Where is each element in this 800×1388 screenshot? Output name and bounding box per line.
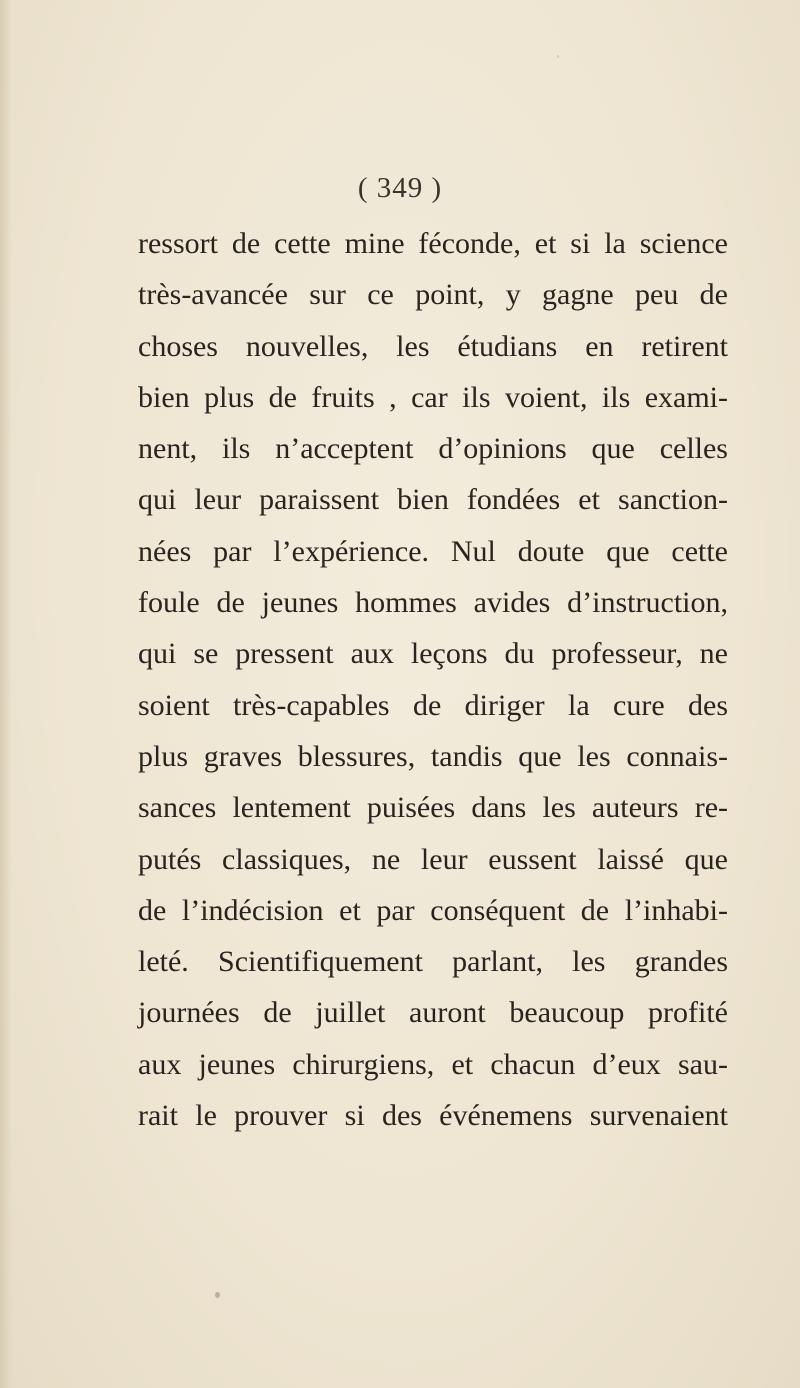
text-line: foule de jeunes hommes avides d’instruction,: [138, 586, 728, 620]
text-line: plus graves blessures, tandis que les connais-: [138, 739, 728, 773]
paper-speck: [557, 55, 559, 58]
text-line: leté. Scientifiquement parlant, les grandes: [138, 945, 728, 979]
text-line: choses nouvelles, les étudians en retirent: [138, 329, 728, 363]
text-line: bien plus de fruits , car ils voient, ils exami-: [138, 380, 728, 414]
page-number: ( 349 ): [357, 172, 443, 204]
text-line: journées de juillet auront beaucoup profité: [138, 996, 728, 1030]
text-line: rait le prouver si des événemens survenaient: [138, 1099, 728, 1133]
text-line: putés classiques, ne leur eussent laissé que: [138, 842, 728, 876]
text-line: sances lentement puisées dans les auteurs re-: [138, 791, 728, 825]
text-line: nent, ils n’acceptent d’opinions que celles: [138, 432, 728, 466]
text-line: nées par l’expérience. Nul doute que cette: [138, 534, 728, 568]
text-line: ressort de cette mine féconde, et si la science: [138, 227, 728, 260]
text-line: soient très-capables de diriger la cure des: [138, 688, 728, 722]
paper-speck: [215, 1292, 220, 1298]
text-line: qui leur paraissent bien fondées et sanction-: [138, 483, 728, 517]
binding-shadow: [0, 0, 12, 1388]
text-line: de l’indécision et par conséquent de l’inhabi-: [138, 893, 728, 927]
text-line: très-avancée sur ce point, y gagne peu de: [138, 278, 728, 312]
text-line: aux jeunes chirurgiens, et chacun d’eux sau-: [138, 1047, 728, 1081]
body-text: [138, 218, 728, 1141]
text-line: qui se pressent aux leçons du professeur, ne: [138, 637, 728, 671]
